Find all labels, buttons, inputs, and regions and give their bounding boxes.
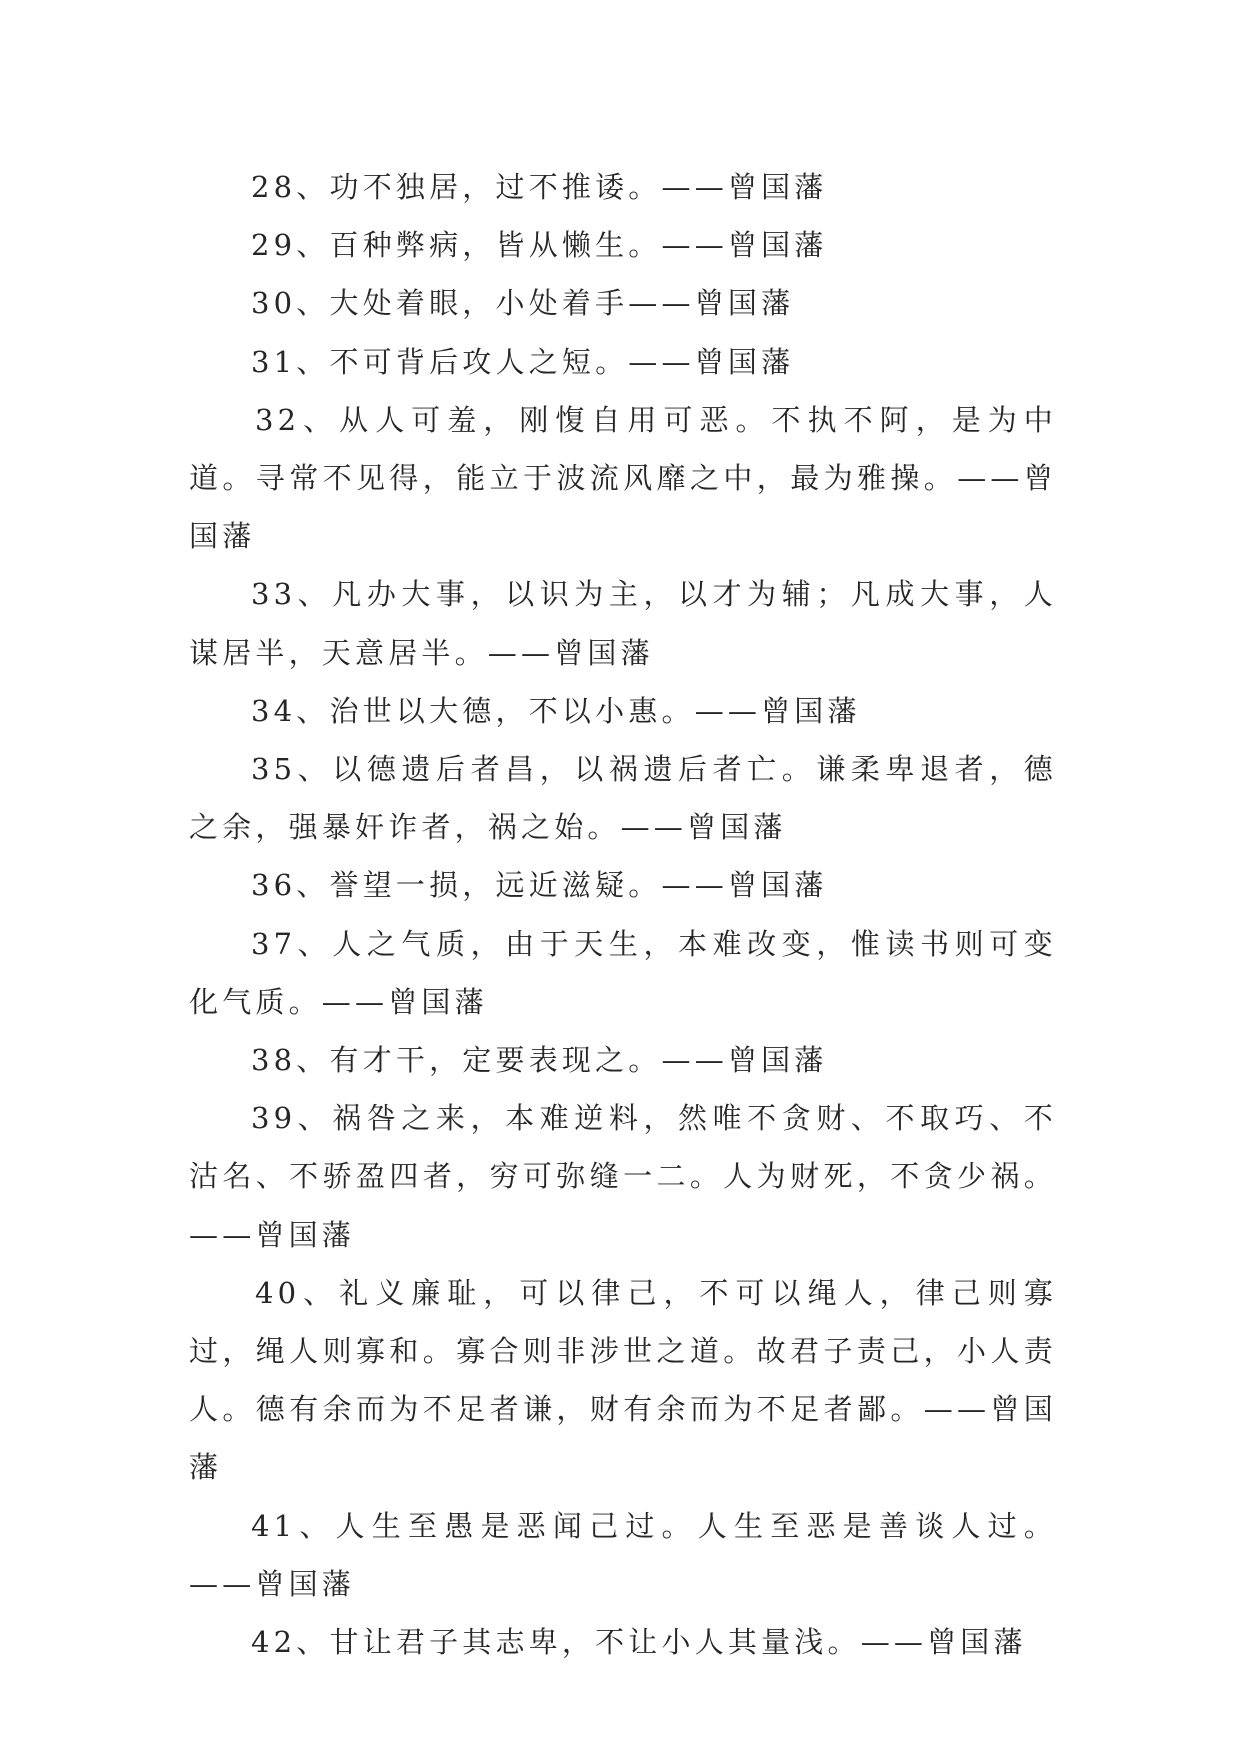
quote-40: 40、礼义廉耻，可以律己，不可以绳人，律己则寡过，绳人则寡和。寡合则非涉世之道。故君子责己，小人责人。德有余而为不足者谦，财有余而为不足者鄙。——曾国藩	[189, 1275, 1057, 1485]
quote-34: 34、治世以大德，不以小惠。——曾国藩	[251, 693, 861, 728]
quote-31: 31、不可背后攻人之短。——曾国藩	[251, 344, 795, 379]
quote-33: 33、凡办大事，以识为主，以才为辅；凡成大事，人谋居半，天意居半。——曾国藩	[189, 577, 1057, 670]
quote-36: 36、誉望一损，远近滋疑。——曾国藩	[251, 868, 828, 903]
quote-42: 42、甘让君子其志卑，不让小人其量浅。——曾国藩	[251, 1625, 1027, 1660]
quote-37: 37、人之气质，由于天生，本难改变，惟读书则可变化气质。——曾国藩	[189, 926, 1057, 1019]
quote-list	[189, 158, 1057, 1671]
quote-41: 41、人生至愚是恶闻己过。人生至恶是善谈人过。——曾国藩	[189, 1508, 1057, 1601]
quote-32: 32、从人可羞，刚愎自用可恶。不执不阿，是为中道。寻常不见得，能立于波流风靡之中，最为雅操。——曾国藩	[189, 402, 1057, 554]
quote-29: 29、百种弊病，皆从懒生。——曾国藩	[251, 228, 828, 263]
quote-35: 35、以德遗后者昌，以祸遗后者亡。谦柔卑退者，德之余，强暴奸诈者，祸之始。——曾国藩	[189, 752, 1057, 845]
quote-28: 28、功不独居，过不推诿。——曾国藩	[251, 170, 828, 204]
quote-30: 30、大处着眼，小处着手——曾国藩	[251, 286, 795, 321]
quote-38: 38、有才干，定要表现之。——曾国藩	[251, 1043, 828, 1078]
quote-39: 39、祸咎之来，本难逆料，然唯不贪财、不取巧、不沽名、不骄盈四者，穷可弥缝一二。人为财死，不贪少祸。——曾国藩	[189, 1101, 1057, 1252]
